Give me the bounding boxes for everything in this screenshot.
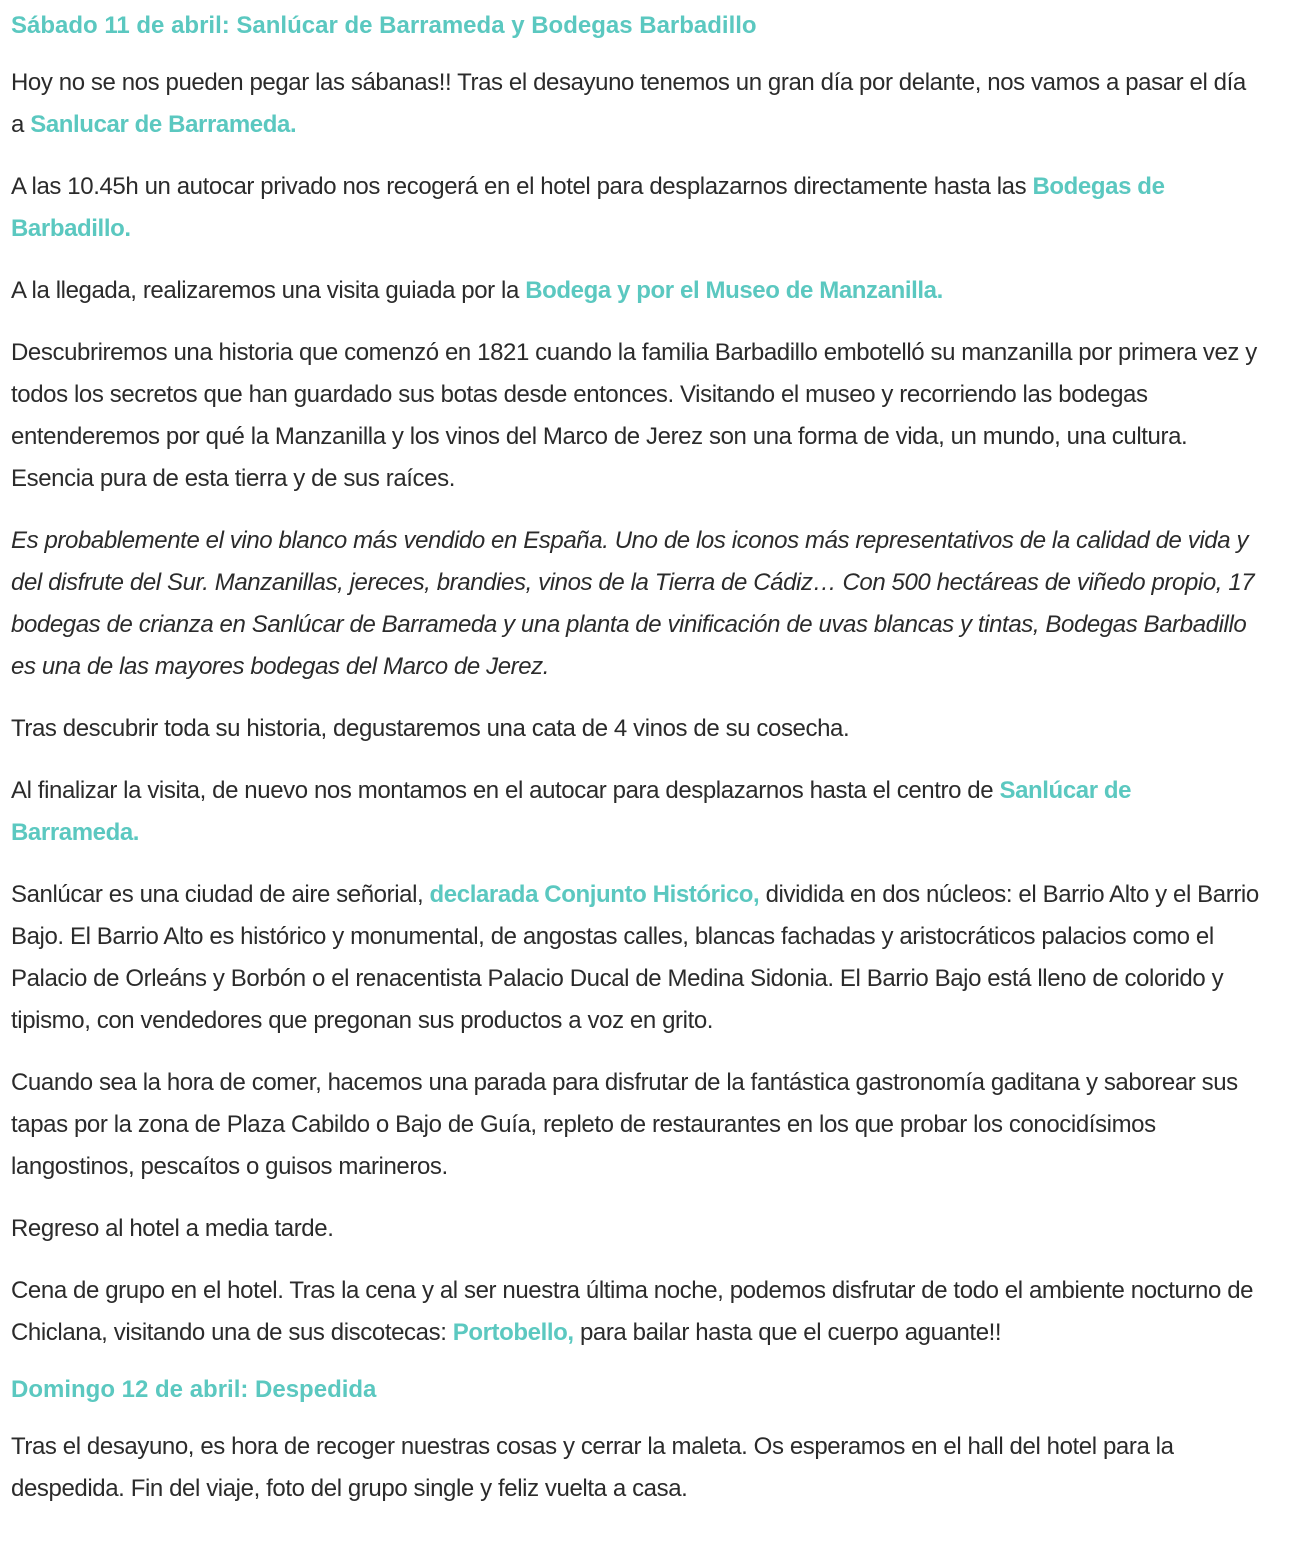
paragraph-city — [11, 874, 1261, 1042]
paragraph-center — [11, 770, 1261, 854]
paragraph-bus — [11, 166, 1261, 250]
highlight-conjunto-historico: declarada Conjunto Histórico, — [429, 881, 760, 908]
paragraph-text: dividida en dos núcleos: el Barrio Alto y el Barrio Bajo. El Barrio Alto es histórico y monumental, de angostas calles, blancas fachadas y aristocráticos palacios como el Palacio de Orleáns y Borbón o el renacentista Palacio Ducal de Medina Sidonia. El Barrio Bajo está lleno de colorido y tipismo, con vendedores que pregonan sus productos a voz en grito. — [11, 881, 1259, 1034]
paragraph-tasting: Tras descubrir toda su historia, degustaremos una cata de 4 vinos de su cosecha. — [11, 715, 850, 742]
paragraph-intro — [11, 62, 1261, 146]
paragraph-text: para bailar hasta que el cuerpo aguante!! — [573, 1319, 1002, 1346]
paragraph-text: Hoy no se nos pueden pegar las sábanas!! Tras el desayuno tenemos un gran día por delante, nos vamos a pasar el día a — [11, 69, 1246, 138]
paragraph-history: Descubriremos una historia que comenzó en 1821 cuando la familia Barbadillo embotelló su manzanilla por primera vez y todos los secretos que han guardado sus botas desde entonces. Visitando el museo y recorriendo las bodegas entenderemos por qué la Manzanilla y los vinos del Marco de Jerez son una forma de vida, un mundo, una cultura. Esencia pura de esta tierra y de sus raíces. — [11, 339, 1257, 492]
paragraph-text: A la llegada, realizaremos una visita guiada por la — [11, 277, 526, 304]
paragraph-text: Al finalizar la visita, de nuevo nos montamos en el autocar para desplazarnos hasta el centro de — [11, 777, 1000, 804]
highlight-sanlucar-centro: Sanlúcar de Barrameda. — [11, 777, 1132, 846]
paragraph-text: A las 10.45h un autocar privado nos recogerá en el hotel para desplazarnos directamente hasta las — [11, 173, 1033, 200]
highlight-sanlucar: Sanlucar de Barrameda. — [30, 111, 297, 138]
paragraph-lunch: Cuando sea la hora de comer, hacemos una parada para disfrutar de la fantástica gastronomía gaditana y saborear sus tapas por la zona de Plaza Cabildo o Bajo de Guía, repleto de restaurantes en los que probar los conocidísimos langostinos, pescaítos o guisos marineros. — [11, 1069, 1238, 1180]
day-heading-saturday: Sábado 11 de abril: Sanlúcar de Barrameda y Bodegas Barbadillo — [11, 12, 757, 39]
paragraph-return: Regreso al hotel a media tarde. — [11, 1215, 334, 1242]
highlight-museo-manzanilla: Bodega y por el Museo de Manzanilla. — [525, 277, 943, 304]
paragraph-dinner — [11, 1270, 1261, 1354]
paragraph-text: Sanlúcar es una ciudad de aire señorial, — [11, 881, 430, 908]
paragraph-text: Cena de grupo en el hotel. Tras la cena y al ser nuestra última noche, podemos disfrutar de todo el ambiente nocturno de Chiclana, visitando una de sus discotecas: — [11, 1277, 1254, 1346]
paragraph-farewell: Tras el desayuno, es hora de recoger nuestras cosas y cerrar la maleta. Os esperamos en el hall del hotel para la despedida. Fin del viaje, foto del grupo single y feliz vuelta a casa. — [11, 1433, 1174, 1502]
day-heading-sunday: Domingo 12 de abril: Despedida — [11, 1376, 377, 1403]
highlight-portobello: Portobello, — [452, 1319, 574, 1346]
paragraph-visit — [11, 270, 1261, 312]
highlight-bodegas-barbadillo: Bodegas de Barbadillo. — [11, 173, 1165, 242]
paragraph-quote: Es probablemente el vino blanco más vendido en España. Uno de los iconos más representativos de la calidad de vida y del disfrute del Sur. Manzanillas, jereces, brandies, vinos de la Tierra de Cádiz… Con 500 hectáreas de viñedo propio, 17 bodegas de crianza en Sanlúcar de Barrameda y una planta de vinificación de uvas blancas y tintas, Bodegas Barbadillo es una de las mayores bodegas del Marco de Jerez. — [11, 527, 1255, 680]
